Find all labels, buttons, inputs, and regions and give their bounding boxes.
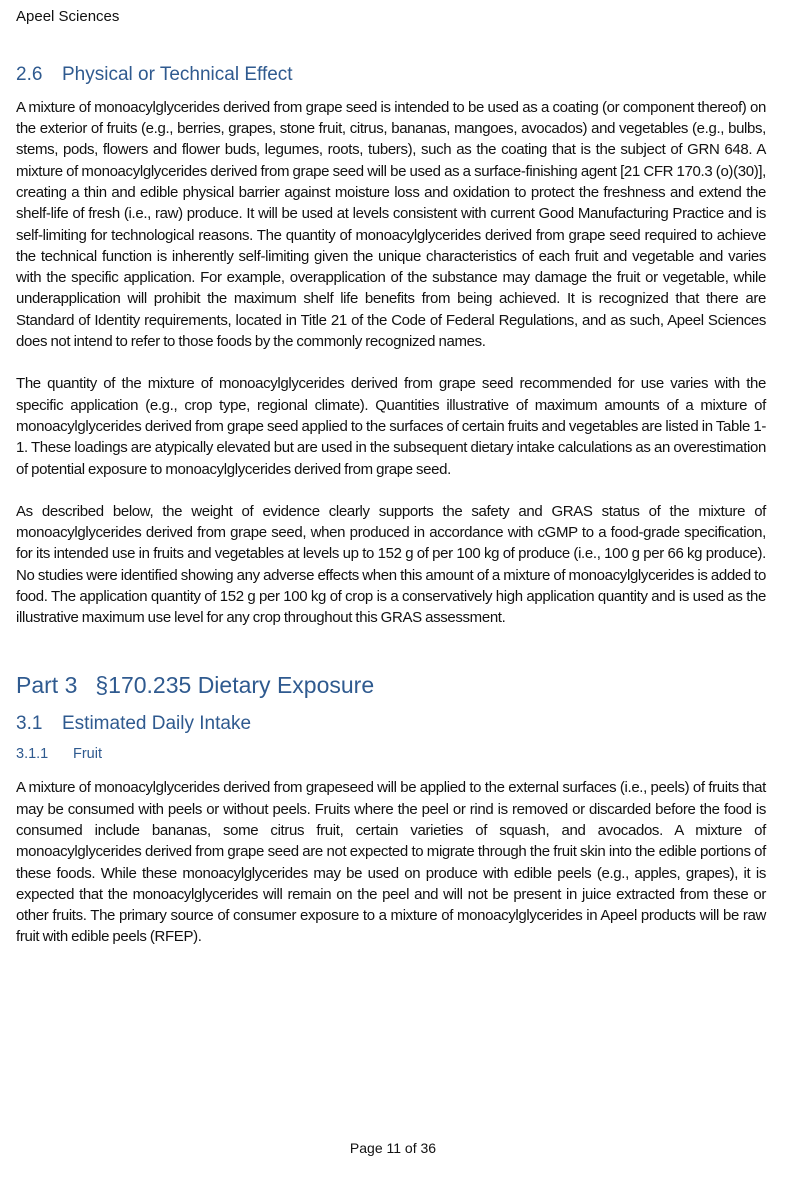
section-title: Physical or Technical Effect bbox=[62, 64, 293, 85]
subsection-number: 3.1.1 bbox=[16, 746, 49, 763]
paragraph: A mixture of monoacylglycerides derived from grapeseed will be applied to the external surfaces (i.e., peels) of fruits that may be consumed with peels or without peels. Fruits where the peel or rind is removed or discarded before the food is consumed include bananas, some citrus fruit, certain varieties of squash, and avocados. A mixture of monoacylglycerides derived from grape seed are not expected to migrate through the fruit skin into the edible portions of these foods. While these monoacylglycerides may be used on produce with edible peels (e.g., apples, grapes), it is expected that the monoacylglycerides will remain on the peel and will not be present in juice extracted from these or other fruits. The primary source of consumer exposure to a mixture of monoacylglycerides in Apeel products will be raw fruit with edible peels (RFEP). bbox=[16, 779, 766, 946]
part-3-heading bbox=[16, 672, 766, 700]
section-3-1-heading bbox=[16, 713, 766, 736]
section-3-1-1-heading bbox=[16, 746, 766, 763]
page-number: Page 11 of 36 bbox=[349, 1140, 437, 1156]
paragraph: As described below, the weight of evidence clearly supports the safety and GRAS status of the mixture of monoacylglycerides derived from grape seed, when produced in accordance with cGMP to a food-grade specification, for its intended use in fruits and vegetables at levels up to 152 g of per 100 kg of produce (i.e., 100 g per 66 kg produce). No studies were identified showing any adverse effects when this amount of a mixture of monoacylglycerides is added to food. The application quantity of 152 g per 100 kg of crop is a conservatively high application quantity and is used as the illustrative maximum use level for any crop throughout this GRAS assessment. bbox=[16, 502, 766, 627]
paragraph: The quantity of the mixture of monoacylglycerides derived from grape seed recommended for use varies with the specific application (e.g., crop type, regional climate). Quantities illustrative of maximum amounts of a mixture of monoacylglycerides derived from grape seed applied to the surfaces of certain fruits and vegetables are listed in Table 1-1. These loadings are atypically elevated but are used in the subsequent dietary intake calculations as an overestimation of potential exposure to monoacylglycerides derived from grape seed. bbox=[16, 375, 766, 478]
section-title: Estimated Daily Intake bbox=[62, 713, 252, 735]
subsection-title: Fruit bbox=[73, 746, 102, 763]
header-organization: Apeel Sciences bbox=[16, 8, 120, 25]
part-number: Part 3 bbox=[16, 671, 78, 698]
part-title: §170.235 Dietary Exposure bbox=[95, 671, 375, 698]
document-body bbox=[16, 64, 766, 969]
paragraph: A mixture of monoacylglycerides derived from grape seed is intended to be used as a coating (or component thereof) on the exterior of fruits (e.g., berries, grapes, stone fruit, citrus, bananas, mangoes, avocados) and vegetables (e.g., bulbs, stems, pods, flowers and flower buds, legumes, roots, tubers), such as the coating that is the subject of GRN 648. A mixture of monoacylglycerides derived from grape seed will be used as a surface-finishing agent [21 CFR 170.3 (o)(30)], creating a thin and edible physical barrier against moisture loss and oxidation to protect the freshness and extend the shelf-life of fresh (i.e., raw) produce. It will be used at levels consistent with current Good Manufacturing Practice and is self-limiting for technological reasons. The quantity of monoacylglycerides derived from grape seed required to achieve the technical function is inherently self-limiting given the unique characteristics of each fruit and vegetable and varies with the specific application. For example, overapplication of the substance may damage the fruit or vegetable, while underapplication will prohibit the maximum shelf life benefits from being achieved. It is recognized that there are Standard of Identity requirements, located in Title 21 of the Code of Federal Regulations, and as such, Apeel Sciences does not intend to refer to those foods by the commonly recognized names. bbox=[16, 98, 766, 351]
section-2-6-heading bbox=[16, 64, 766, 87]
section-number: 3.1 bbox=[16, 713, 43, 735]
spacer bbox=[16, 650, 766, 672]
section-number: 2.6 bbox=[16, 64, 43, 85]
